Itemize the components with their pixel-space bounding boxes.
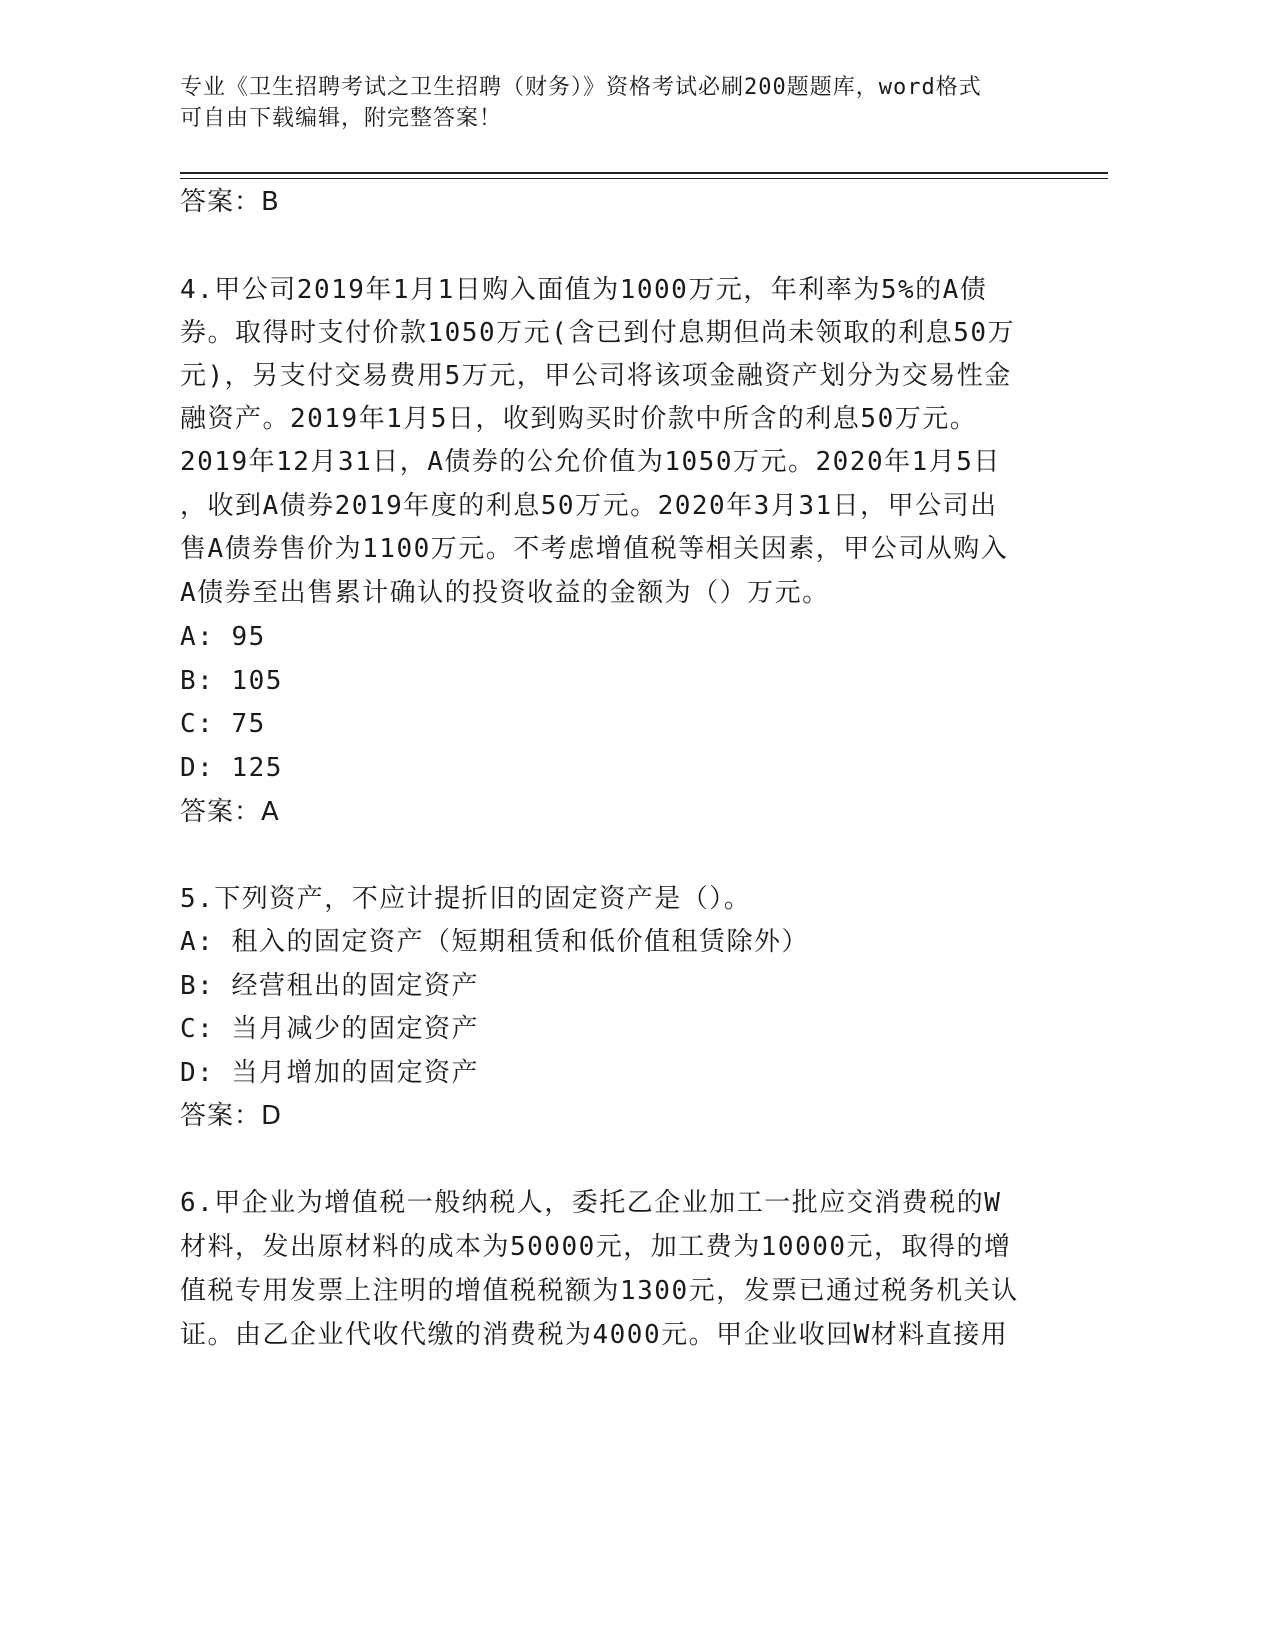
q6-line-1: 6.甲企业为增值税一般纳税人，委托乙企业加工一批应交消费税的W <box>180 1188 1002 1218</box>
q5-option-c: C: 当月减少的固定资产 <box>180 1014 479 1044</box>
answer-q3: 答案：B <box>180 187 280 217</box>
q4-line-3: 元)，另支付交易费用5万元，甲公司将该项金融资产划分为交易性金 <box>180 361 1012 391</box>
q4-line-2: 券。取得时支付价款1050万元(含已到付息期但尚未领取的利息50万 <box>180 318 1016 348</box>
q5-option-a: A: 租入的固定资产（短期租赁和低价值租赁除外） <box>180 927 809 957</box>
header-divider-thick <box>180 172 1108 174</box>
q4-option-d: D: 125 <box>180 753 283 783</box>
page-header <box>180 72 1060 134</box>
q4-option-c: C: 75 <box>180 709 266 739</box>
q6-line-2: 材料，发出原材料的成本为50000元，加工费为10000元，取得的增 <box>180 1232 1012 1262</box>
q4-line-5: 2019年12月31日，A债券的公允价值为1050万元。2020年1月5日 <box>180 447 1001 477</box>
q4-line-4: 融资产。2019年1月5日，收到购买时价款中所含的利息50万元。 <box>180 404 978 434</box>
q6-line-3: 值税专用发票上注明的增值税税额为1300元，发票已通过税务机关认 <box>180 1276 1019 1306</box>
q5-option-b: B: 经营租出的固定资产 <box>180 971 479 1001</box>
answer-q5: 答案：D <box>180 1101 283 1131</box>
q4-option-b: B: 105 <box>180 666 283 696</box>
q4-line-1: 4.甲公司2019年1月1日购入面值为1000万元，年利率为5%的A债 <box>180 275 988 305</box>
q5-option-d: D: 当月增加的固定资产 <box>180 1058 479 1088</box>
header-divider-thin <box>180 178 1108 179</box>
q6-line-4: 证。由乙企业代收代缴的消费税为4000元。甲企业收回W材料直接用 <box>180 1320 1009 1350</box>
q4-line-7: 售A债券售价为1100万元。不考虑增值税等相关因素，甲公司从购入 <box>180 534 1009 564</box>
q4-line-8: A债券至出售累计确认的投资收益的金额为（）万元。 <box>180 578 830 608</box>
q4-option-a: A: 95 <box>180 622 266 652</box>
q5-question: 5.下列资产，不应计提折旧的固定资产是（）。 <box>180 884 752 914</box>
answer-q4: 答案：A <box>180 797 280 827</box>
header-line-2: 可自由下载编辑，附完整答案！ <box>180 106 503 131</box>
q4-line-6: ，收到A债券2019年度的利息50万元。2020年3月31日，甲公司出 <box>180 491 998 521</box>
header-line-1: 专业《卫生招聘考试之卫生招聘（财务）》资格考试必刷200题题库，word格式 <box>180 75 982 100</box>
